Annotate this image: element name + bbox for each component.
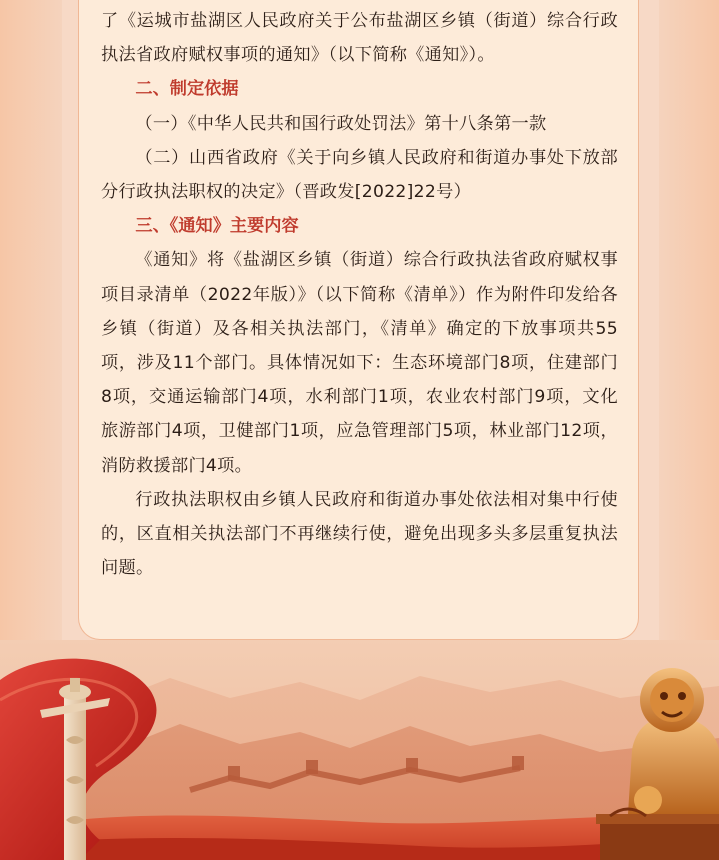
bottom-decoration bbox=[0, 640, 719, 860]
intro-paragraph-tail: 了《运城市盐湖区人民政府关于公布盐湖区乡镇（街道）综合行政执法省政府赋权事项的通知》（以下简称《通知》）。 bbox=[101, 11, 618, 66]
left-frame-strip bbox=[0, 0, 62, 680]
right-frame-strip bbox=[659, 0, 719, 680]
content-paragraph-1: 《通知》将《盐湖区乡镇（街道）综合行政执法省政府赋权事项目录清单（2022年版）》（以下简称《清单》）作为附件印发给各乡镇（街道）及各相关执法部门，《清单》确定的下放事项共55项，涉及11个部门。具体情况如下：生态环境部门8项，住建部门8项，交通运输部门4项，水利部门1项，农业农村部门9项，文化旅游部门4项，卫健部门1项，应急管理部门5项，林业部门12项，消防救援部门4项。 bbox=[101, 250, 618, 476]
basis-item-2: （二）山西省政府《关于向乡镇人民政府和街道办事处下放部分行政执法职权的决定》（晋政发[2022]22号） bbox=[101, 147, 618, 203]
section-heading-basis: 二、制定依据 bbox=[135, 79, 239, 100]
basis-item-1: （一）《中华人民共和国行政处罚法》第十八条第一款 bbox=[135, 113, 547, 134]
decoration-illustration bbox=[0, 640, 719, 860]
content-paragraph-2: 行政执法职权由乡镇人民政府和街道办事处依法相对集中行使的，区直相关执法部门不再继续行使，避免出现多头多层重复执法问题。 bbox=[101, 489, 618, 579]
section-heading-content: 三、《通知》主要内容 bbox=[135, 216, 299, 237]
content-card bbox=[78, 0, 639, 640]
